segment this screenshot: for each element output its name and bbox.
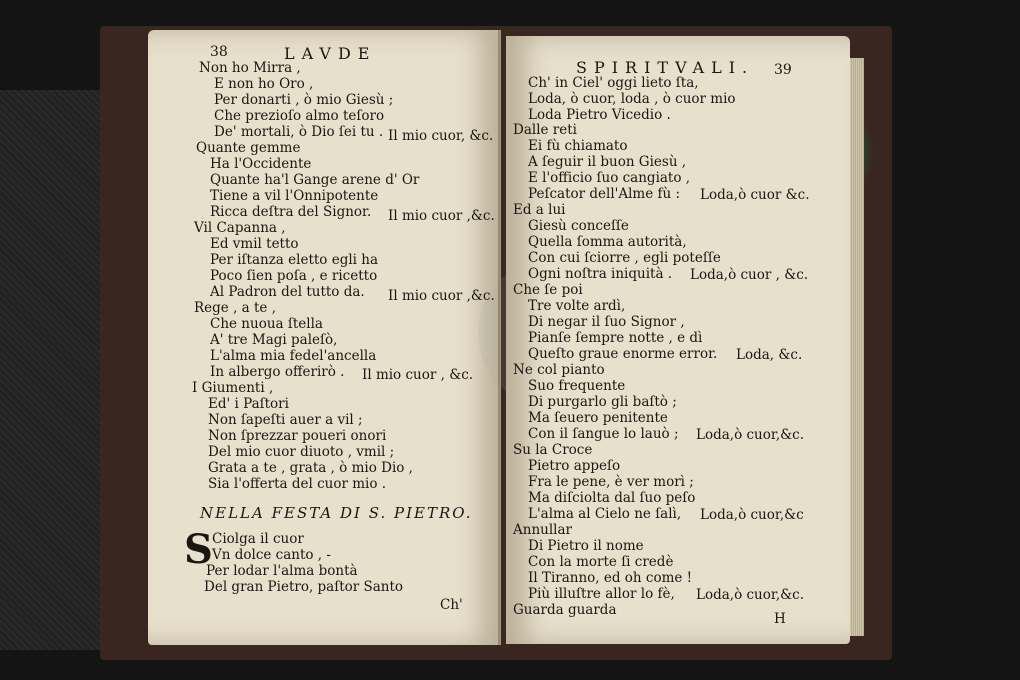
verse-line: Poco ſien poſa , e ricetto	[210, 268, 378, 284]
verse-line: Ei fù chiamato	[528, 138, 628, 154]
verse-line: A ſeguir il buon Giesù ,	[528, 154, 687, 170]
verse-line: Ch' in Ciel' oggi lieto ſta,	[528, 75, 699, 91]
verse-line: Che ſe poi	[513, 282, 583, 298]
verse-line: Quante gemme	[196, 140, 301, 156]
verse-line: Loda, ò cuor, loda , ò cuor mio	[528, 91, 736, 107]
verse-line: Suo frequente	[528, 378, 626, 394]
verse-line: L'alma mia fedel'ancella	[210, 348, 377, 364]
verse-line: A' tre Magi paleſò,	[210, 332, 338, 348]
verse-line: Ha l'Occidente	[210, 156, 312, 172]
verse-line: Il Tiranno, ed oh come !	[528, 570, 693, 586]
verse-line: De' mortali, ò Dio ſei tu .	[214, 124, 384, 140]
refrain: Loda,ò cuor,&c.	[696, 427, 805, 443]
verse-line: Per iſtanza eletto egli ha	[210, 252, 379, 268]
verse-line: Quante ha'l Gange arene d' Or	[210, 172, 420, 188]
verse-line: Al Padron del tutto da.	[210, 284, 365, 300]
verse-line: Loda Pietro Vicedio .	[528, 107, 671, 123]
verse-line: Rege , a te ,	[194, 300, 276, 316]
page-edges	[850, 58, 864, 636]
verse-line: Con il ſangue lo lauò ;	[528, 426, 679, 442]
verse-line: Ne col pianto	[513, 362, 605, 378]
verse-line: Del gran Pietro, paſtor Santo	[204, 579, 404, 595]
verse-line: Grata a te , grata , ò mio Dio ,	[208, 460, 413, 476]
refrain: Loda,ò cuor,&c.	[696, 587, 805, 603]
verse-line: Tre volte ardì,	[528, 298, 626, 314]
refrain: Il mio cuor ,&c.	[388, 208, 495, 224]
verse-line: Con la morte ſi credè	[528, 554, 674, 570]
verse-line: Peſcator dell'Alme fù :	[528, 186, 681, 202]
verse-line: Più illuſtre allor lo fè,	[528, 586, 675, 602]
verse-line: Fra le pene, è ver morì ;	[528, 474, 694, 490]
verse-line: E non ho Oro ,	[214, 76, 314, 92]
verse-line: L'alma al Cielo ne ſalì,	[528, 506, 682, 522]
verse-line: Non ſprezzar poueri onori	[208, 428, 387, 444]
verse-line: Vil Capanna ,	[194, 220, 286, 236]
verse-line: Che prezioſo almo teſoro	[214, 108, 385, 124]
verse-line: Per lodar l'alma bontà	[206, 563, 358, 579]
verse-line: Annullar	[513, 522, 572, 538]
verse-line: Che nuoua ſtella	[210, 316, 323, 332]
page-number: 39	[774, 62, 792, 78]
verse-line: Ogni noſtra iniquità .	[528, 266, 673, 282]
verse-line: Guarda guarda	[513, 602, 617, 618]
refrain: Loda,ò cuor,&c	[700, 507, 804, 523]
refrain: Loda, &c.	[736, 347, 803, 363]
verse-line: Tiene a vil l'Onnipotente	[210, 188, 379, 204]
verse-line: Giesù conceſſe	[528, 218, 629, 234]
verse-line: E l'officio ſuo cangiato ,	[528, 170, 691, 186]
section-title: NELLA FESTA DI S. PIETRO.	[200, 504, 473, 522]
verse-line: Non ſapeſti auer a vil ;	[208, 412, 363, 428]
refrain: Loda,ò cuor , &c.	[690, 267, 809, 283]
verse-line: Ma diſciolta dal ſuo peſo	[528, 490, 696, 506]
verse-line: Su la Croce	[513, 442, 593, 458]
verse-line: Vn dolce canto , -	[212, 547, 331, 563]
verse-line: Non ho Mirra ,	[199, 60, 301, 76]
verse-line: Ed vmil tetto	[210, 236, 299, 252]
verse-line: Queſto graue enorme error.	[528, 346, 718, 362]
verse-line: Sia l'offerta del cuor mio .	[208, 476, 387, 492]
verse-line: Ed' i Paſtori	[208, 396, 289, 412]
refrain: Il mio cuor , &c.	[362, 367, 474, 383]
verse-line: Per donarti , ò mio Giesù ;	[214, 92, 394, 108]
refrain: Il mio cuor ,&c.	[388, 288, 495, 304]
verse-line: Pianſe ſempre notte , e dì	[528, 330, 703, 346]
verse-line: I Giumenti ,	[192, 380, 274, 396]
drop-cap: S	[184, 526, 213, 573]
left-page	[148, 30, 501, 645]
page-number: 38	[210, 44, 228, 60]
signature-mark: H	[774, 611, 786, 627]
verse-line: Ricca deſtra del Signor.	[210, 204, 372, 220]
verse-line: Di negar il ſuo Signor ,	[528, 314, 685, 330]
verse-line: Con cui ſciorre , egli poteſſe	[528, 250, 721, 266]
refrain: Loda,ò cuor &c.	[700, 187, 810, 203]
running-head: SPIRITVALI.	[576, 58, 755, 77]
verse-line: Di purgarlo gli baſtò ;	[528, 394, 677, 410]
right-page	[506, 36, 850, 644]
verse-line: Ma ſeuero penitente	[528, 410, 668, 426]
verse-line: Pietro appeſo	[528, 458, 621, 474]
verse-line: Quella ſomma autorità,	[528, 234, 687, 250]
catchword: Ch'	[440, 597, 463, 613]
verse-line: Ed a lui	[513, 202, 566, 218]
running-head: LAVDE	[284, 44, 377, 63]
verse-line: In albergo offerirò .	[210, 364, 345, 380]
verse-line: Di Pietro il nome	[528, 538, 644, 554]
verse-line: Dalle reti	[513, 122, 577, 138]
verse-line: Ciolga il cuor	[212, 531, 304, 547]
verse-line: Del mio cuor diuoto , vmil ;	[208, 444, 395, 460]
refrain: Il mio cuor, &c.	[388, 128, 494, 144]
